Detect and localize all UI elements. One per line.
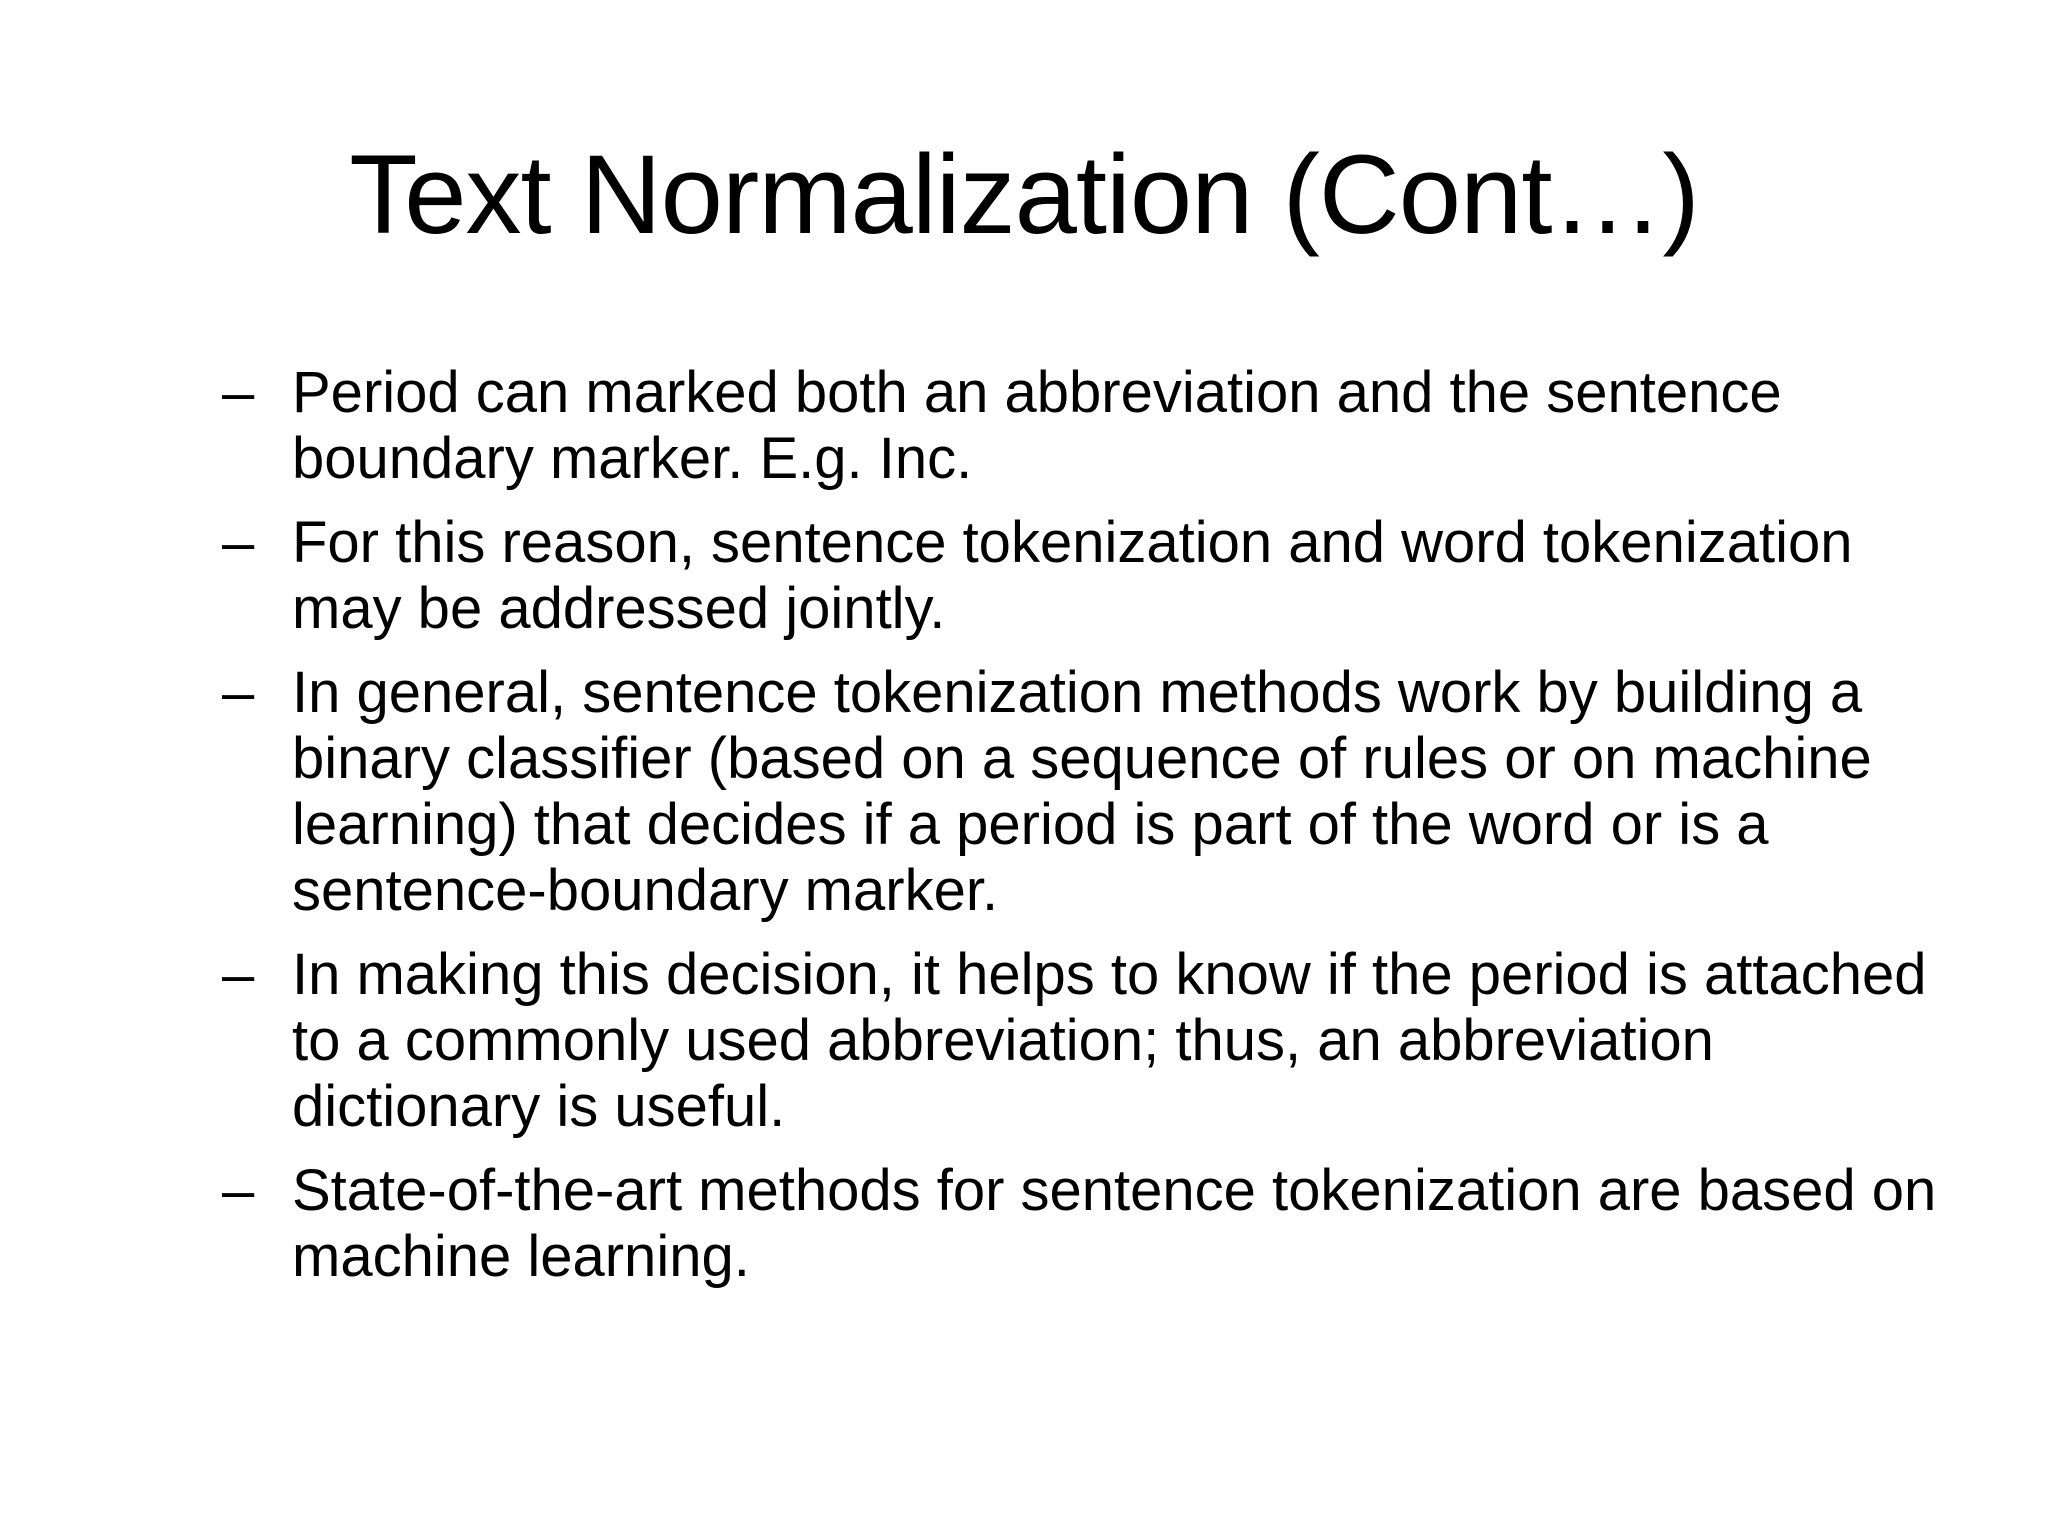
slide-title: Text Normalization (Cont…) bbox=[349, 132, 1699, 257]
bullet-text-3: In general, sentence tokenization methods work by building a binary classifier (based on a sequence of rules or on machine learning) that decides if a period is part of the word or is a sentence-boundary marker. bbox=[292, 660, 1872, 923]
dash-bullet-icon: – bbox=[222, 1158, 255, 1223]
dash-bullet-icon: – bbox=[222, 510, 255, 575]
bullet-text-5: State-of-the-art methods for sentence tokenization are based on machine learning. bbox=[292, 1158, 1937, 1289]
bullet-item-2 bbox=[222, 510, 1952, 642]
bullet-text-4: In making this decision, it helps to know if the period is attached to a commonly used abbreviation; thus, an abbreviation dictionary is useful. bbox=[292, 942, 1927, 1139]
bullet-item-1 bbox=[222, 360, 1952, 492]
dash-bullet-icon: – bbox=[222, 942, 255, 1007]
dash-bullet-icon: – bbox=[222, 660, 255, 725]
bullet-item-3 bbox=[222, 660, 1952, 924]
bullet-item-5 bbox=[222, 1158, 1952, 1290]
bullet-text-1: Period can marked both an abbreviation and the sentence boundary marker. E.g. Inc. bbox=[292, 360, 1782, 491]
bullet-text-2: For this reason, sentence tokenization and word tokenization may be addressed jointly. bbox=[292, 510, 1853, 641]
dash-bullet-icon: – bbox=[222, 360, 255, 425]
bullet-item-4 bbox=[222, 942, 1952, 1140]
bullet-list bbox=[222, 360, 1952, 1308]
